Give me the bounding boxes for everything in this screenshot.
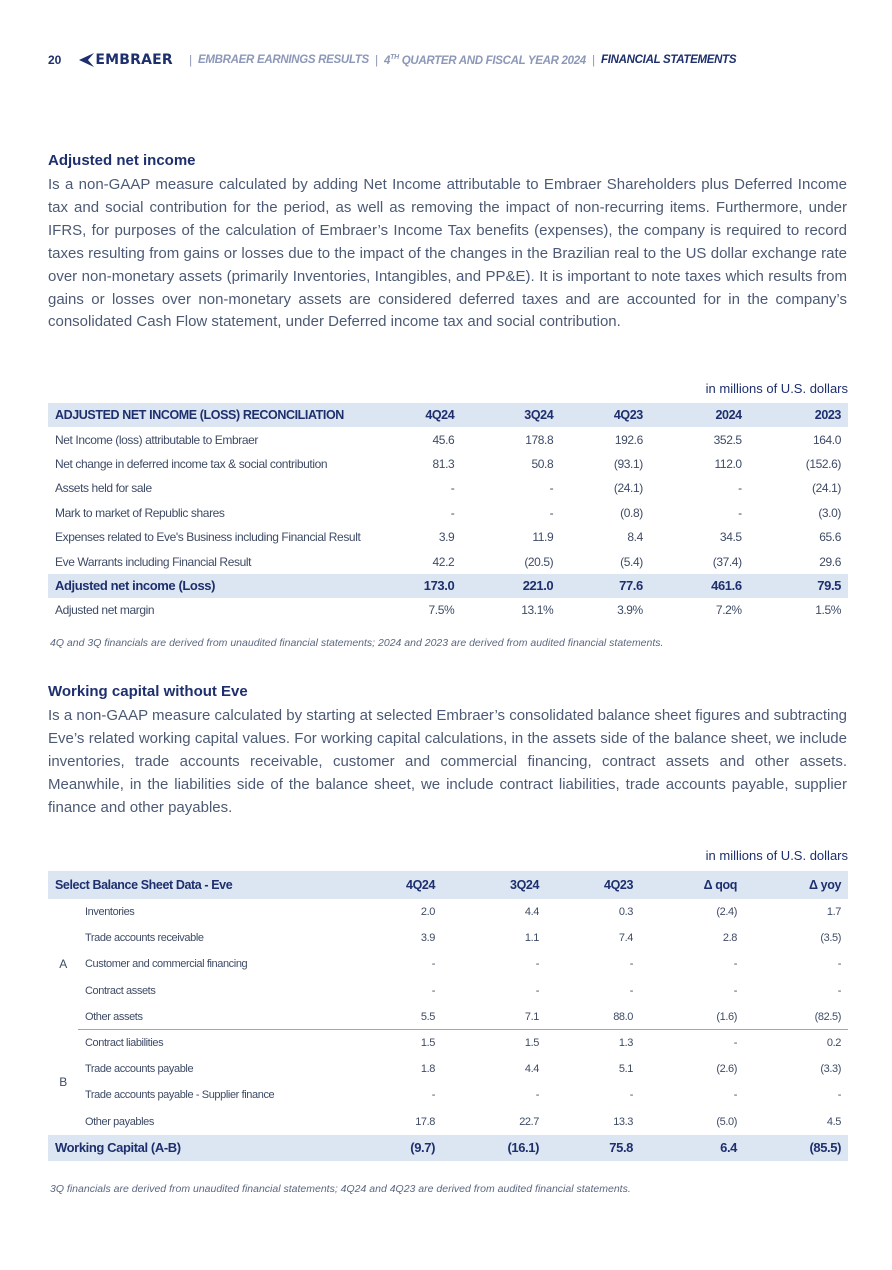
table-cell: (1.6) xyxy=(716,1010,737,1023)
table-row xyxy=(48,452,848,476)
section-label: FINANCIAL STATEMENTS xyxy=(601,54,737,66)
working-capital-description: Is a non-GAAP measure calculated by starting at selected Embraer’s consolidated balance sheet figures and subtracting Eve’s related working capital values. For working capital calculations, in the assets side of the balance sheet, we include inventories, trade accounts receivable, customer and commercial financing, contract assets and other assets. Meanwhile, in the liabilities side of the balance sheet, we include contract liabilities, trade accounts payable, supplier finance and other payables. xyxy=(48,707,847,816)
column-header: 2024 xyxy=(650,403,749,427)
adjusted-net-income-title: Adjusted net income xyxy=(48,152,196,169)
adjusted-footnote: 4Q and 3Q financials are derived from unaudited financial statements; 2024 and 2023 are derived from audited financial statements. xyxy=(50,637,664,649)
column-header: 2023 xyxy=(749,403,848,427)
column-header: ADJUSTED NET INCOME (LOSS) RECONCILIATION xyxy=(48,403,390,427)
table-cell: 461.6 xyxy=(650,574,749,598)
embraer-arrow-icon xyxy=(77,52,95,68)
table-cell: - xyxy=(629,1089,633,1102)
table-cell: 7.2% xyxy=(715,603,742,618)
table-cell: 1.7 xyxy=(826,906,841,919)
table-cell: 221.0 xyxy=(461,574,560,598)
table-cell: - xyxy=(535,984,539,997)
table-cell: 352.5 xyxy=(713,432,742,447)
table-cell: (5.4) xyxy=(620,554,643,569)
table-cell: Working Capital (A-B) xyxy=(48,1135,368,1161)
table-cell: 1.1 xyxy=(524,932,539,945)
table-cell: 22.7 xyxy=(519,1115,539,1128)
table-cell: 65.6 xyxy=(819,530,841,545)
column-header: 4Q24 xyxy=(390,403,461,427)
table-row xyxy=(48,549,848,573)
table-cell: Contract assets xyxy=(85,984,156,997)
table-cell: - xyxy=(733,958,737,971)
table-header-row xyxy=(48,403,848,427)
table-cell: (24.1) xyxy=(812,481,841,496)
doc-title: EMBRAER EARNINGS RESULTS xyxy=(198,54,369,66)
table-cell: Mark to market of Republic shares xyxy=(55,505,225,520)
table-row xyxy=(48,1004,848,1030)
table-cell: (37.4) xyxy=(712,554,742,569)
table-cell: Expenses related to Eve's Business including Financial Result xyxy=(55,530,361,545)
table-cell: - xyxy=(738,505,742,520)
table-cell: 0.2 xyxy=(744,1030,848,1056)
table-cell: (85.5) xyxy=(744,1135,848,1161)
page-header: 20 EMBRAER | EMBRAER EARNINGS RESULTS | 4TH QUARTER AND FISCAL YEAR 2024 | FINANCIAL STATEMENTS xyxy=(48,52,737,68)
column-header: Δ yoy xyxy=(744,871,848,899)
table-cell: Adjusted net margin xyxy=(55,603,155,618)
table-cell: 13.1% xyxy=(521,603,554,618)
table-cell: - xyxy=(837,984,841,997)
table-row xyxy=(48,978,848,1004)
table-cell: - xyxy=(733,1089,737,1102)
table-cell: 164.0 xyxy=(812,432,841,447)
table-cell: 6.4 xyxy=(640,1135,744,1161)
table-cell: Trade accounts receivable xyxy=(85,932,204,945)
table-cell: 173.0 xyxy=(390,574,461,598)
adjusted-net-margin-row xyxy=(48,598,848,622)
table-cell: Other payables xyxy=(85,1115,154,1128)
table-cell: - xyxy=(450,481,455,496)
table-cell: 34.5 xyxy=(719,530,742,545)
column-header: 4Q23 xyxy=(560,403,650,427)
column-header: 4Q23 xyxy=(546,871,640,899)
table-cell: 13.3 xyxy=(613,1115,633,1128)
adjusted-net-income-table xyxy=(48,403,848,623)
table-row xyxy=(48,1030,848,1056)
table-row xyxy=(48,501,848,525)
working-capital-title: Working capital without Eve xyxy=(48,683,248,700)
table-cell: - xyxy=(837,958,841,971)
column-header: 4Q24 xyxy=(368,871,442,899)
table-row xyxy=(48,427,848,451)
table-cell: 77.6 xyxy=(560,574,650,598)
table-cell: - xyxy=(431,984,435,997)
table-cell: 5.5 xyxy=(420,1010,435,1023)
table-cell: (2.6) xyxy=(716,1063,737,1076)
table-cell: 81.3 xyxy=(432,456,455,471)
table-cell: 8.4 xyxy=(627,530,643,545)
table-cell: - xyxy=(450,505,455,520)
table-cell: (82.5) xyxy=(814,1010,841,1023)
table-cell: 88.0 xyxy=(613,1010,633,1023)
table-cell: Other assets xyxy=(85,1010,143,1023)
table-cell: - xyxy=(733,984,737,997)
table-cell: 1.5% xyxy=(815,603,841,618)
table-cell: 45.6 xyxy=(432,432,455,447)
table-cell: 79.5 xyxy=(749,574,848,598)
table-cell: (5.0) xyxy=(716,1115,737,1128)
table-cell: 1.8 xyxy=(420,1063,435,1076)
table-cell: - xyxy=(837,1089,841,1102)
table-cell: 4.4 xyxy=(524,906,539,919)
table-cell: (3.0) xyxy=(818,505,841,520)
table-cell: (3.5) xyxy=(820,932,841,945)
working-capital-footnote: 3Q financials are derived from unaudited financial statements; 4Q24 and 4Q23 are derived from audited financial statements. xyxy=(50,1183,631,1195)
table-cell: 50.8 xyxy=(531,456,554,471)
table-cell: - xyxy=(431,1089,435,1102)
table-cell: 75.8 xyxy=(546,1135,640,1161)
table-cell: (20.5) xyxy=(524,554,554,569)
table-cell: Trade accounts payable - Supplier finance xyxy=(85,1089,275,1102)
table-cell: Inventories xyxy=(85,906,135,919)
group-label: A xyxy=(59,957,67,972)
table-cell: Net Income (loss) attributable to Embraer xyxy=(55,432,259,447)
adjusted-net-income-description: Is a non-GAAP measure calculated by adding Net Income attributable to Embraer Shareholders plus Deferred Income tax and social contribution for the period, as well as removing the impact of non-recurring items. Furthermore, under IFRS, for purposes of the calculation of Embraer’s Income Tax benefits (expenses), the company is required to record taxes resulting from gains or losses due to the impact of the changes in the Brazilian real to the US dollar exchange rate over non-monetary assets (primarily Inventories, Intangibles, and PP&E). It is important to note taxes which results from gains or losses over non-monetary assets are considered deferred taxes and are accounted for in the company’s consolidated Cash Flow statement, under Deferred income tax and social contribution. xyxy=(48,176,847,331)
table-cell: (152.6) xyxy=(805,456,841,471)
table-row xyxy=(48,899,848,925)
table-cell: (16.1) xyxy=(442,1135,546,1161)
table-cell: - xyxy=(535,958,539,971)
column-header: Δ qoq xyxy=(640,871,744,899)
column-header: 3Q24 xyxy=(461,403,560,427)
table-cell: - xyxy=(640,1030,744,1056)
table-cell: 3.9 xyxy=(438,530,455,545)
column-header: 3Q24 xyxy=(442,871,546,899)
table-cell: 112.0 xyxy=(714,456,742,471)
table-cell: (3.3) xyxy=(820,1063,841,1076)
table-cell: 17.8 xyxy=(415,1115,435,1128)
table-cell: - xyxy=(738,481,742,496)
working-capital-total-row xyxy=(48,1135,848,1161)
table-cell: (0.8) xyxy=(620,505,643,520)
table-header-row xyxy=(48,871,848,899)
table-cell: Adjusted net income (Loss) xyxy=(48,574,390,598)
table-row xyxy=(48,1056,848,1082)
table-row xyxy=(48,1082,848,1108)
table-row xyxy=(48,951,848,977)
table-row xyxy=(48,1109,848,1135)
table-cell: 3.9% xyxy=(617,603,643,618)
table-cell: 1.5 xyxy=(368,1030,442,1056)
table-cell: 178.8 xyxy=(525,432,554,447)
unit-label: in millions of U.S. dollars xyxy=(705,381,848,396)
page-number: 20 xyxy=(48,53,62,67)
table-cell: Eve Warrants including Financial Result xyxy=(55,554,252,569)
table-row xyxy=(48,476,848,500)
table-cell: 42.2 xyxy=(432,554,455,569)
table-cell: 11.9 xyxy=(532,530,554,545)
adjusted-net-income-total-row xyxy=(48,574,848,598)
table-cell: (24.1) xyxy=(613,481,643,496)
table-cell: 4.5 xyxy=(826,1115,841,1128)
table-cell: 7.1 xyxy=(524,1010,539,1023)
table-cell: (9.7) xyxy=(368,1135,442,1161)
table-cell: 3.9 xyxy=(420,932,435,945)
table-cell: Assets held for sale xyxy=(55,481,152,496)
table-cell: 5.1 xyxy=(618,1063,633,1076)
working-capital-table xyxy=(48,871,848,1161)
unit-label: in millions of U.S. dollars xyxy=(705,848,848,863)
group-label: B xyxy=(59,1075,67,1090)
table-row xyxy=(48,525,848,549)
table-cell: - xyxy=(549,481,554,496)
table-cell: - xyxy=(629,958,633,971)
table-cell: - xyxy=(549,505,554,520)
table-row xyxy=(48,925,848,951)
table-cell: 7.5% xyxy=(428,603,455,618)
table-cell: Trade accounts payable xyxy=(85,1063,194,1076)
table-cell: 4.4 xyxy=(524,1063,539,1076)
table-cell: Customer and commercial financing xyxy=(85,958,248,971)
table-cell: (93.1) xyxy=(613,456,643,471)
table-cell: - xyxy=(629,984,633,997)
table-cell: - xyxy=(431,958,435,971)
period-label: 4TH QUARTER AND FISCAL YEAR 2024 xyxy=(384,53,586,67)
column-header: Select Balance Sheet Data - Eve xyxy=(48,871,368,899)
table-cell: Contract liabilities xyxy=(78,1030,368,1056)
table-cell: 192.6 xyxy=(614,432,643,447)
table-cell: 1.5 xyxy=(442,1030,546,1056)
brand-name: EMBRAER xyxy=(95,52,173,68)
embraer-logo xyxy=(77,52,173,68)
table-cell: 2.8 xyxy=(722,932,737,945)
table-cell: (2.4) xyxy=(716,906,737,919)
table-cell: Net change in deferred income tax & social contribution xyxy=(55,456,328,471)
table-cell: - xyxy=(535,1089,539,1102)
table-cell: 0.3 xyxy=(618,906,633,919)
table-cell: 29.6 xyxy=(819,554,841,569)
table-cell: 2.0 xyxy=(420,906,435,919)
table-cell: 1.3 xyxy=(546,1030,640,1056)
table-cell: 7.4 xyxy=(618,932,633,945)
